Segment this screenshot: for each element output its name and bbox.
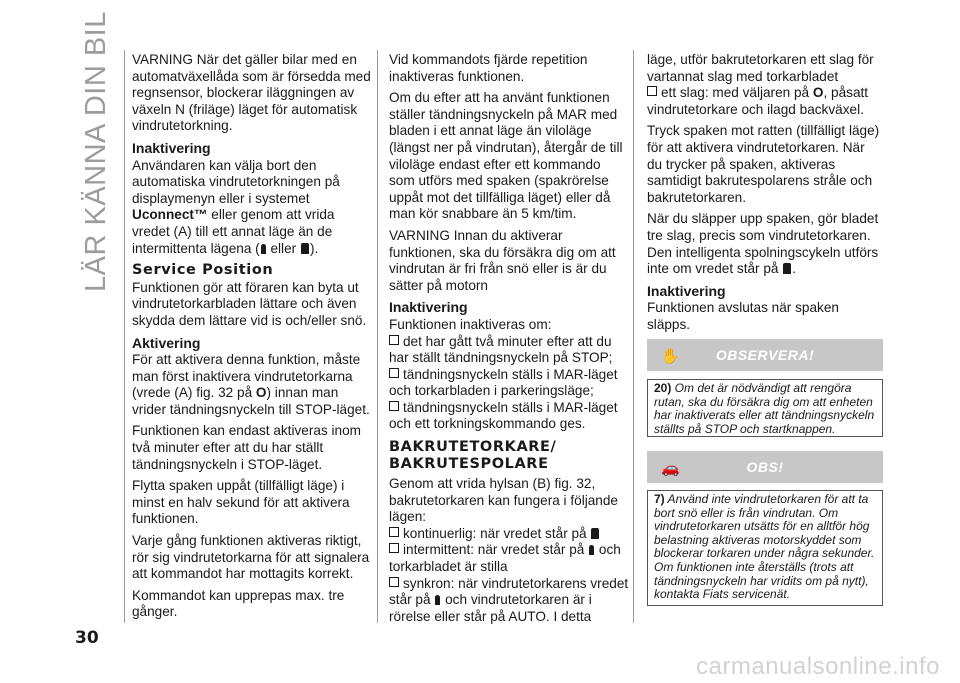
paragraph: Kommandot kan upprepas max. tre gånger. — [132, 587, 345, 620]
bullet-box-icon — [389, 368, 399, 378]
warning-paragraph: VARNING När det gäller bilar med en automatväxellåda som är försedda med regnsensor, blockerar iläggningen av växeln N (friläge) läget för automatisk vindrutetorkning. — [132, 52, 371, 134]
paragraph: Genom att vrida hylsan (B) fig. 32, bakrutetorkaren kan fungera i följande lägen: — [389, 476, 618, 525]
heading-bakrutetorkare: BAKRUTETORKARE/ BAKRUTESPOLARE — [389, 439, 557, 473]
page-number: 30 — [75, 628, 99, 648]
heading-aktivering: Aktivering — [132, 334, 201, 351]
note-number: 20) — [654, 381, 672, 395]
paragraph: Funktionen avslutas när spaken släpps. — [647, 300, 839, 332]
bullet-box-icon — [647, 86, 657, 96]
chapter-title: LÄR KÄNNA DIN BIL — [80, 11, 112, 292]
wiper-symbol-icon — [435, 595, 440, 605]
warning-paragraph: VARNING Innan du aktiverar funktionen, ska du försäkra dig om att vindrutan är fri från snö eller is är du sätter på motorn — [389, 227, 616, 293]
paragraph: läge, utför bakrutetorkaren ett slag för vartannat slag med torkarbladet — [647, 52, 874, 84]
wiper-symbol-icon — [301, 243, 309, 254]
watermark: carmanualsonline.info — [696, 653, 940, 680]
bullet-box-icon — [389, 577, 399, 587]
heading-service-position: Service Position — [132, 262, 274, 279]
paragraph: När du släpper upp spaken, gör bladet tre slag, precis som vindrutetorkaren. Den intelligenta spolningscykeln utförs inte om vredet står på . — [647, 211, 879, 277]
heading-inaktivering: Inaktivering — [132, 139, 211, 156]
wiper-symbol-icon — [591, 528, 599, 539]
column-1 — [132, 52, 372, 626]
list-item: tändningsnyckeln ställs i MAR-läget och ett torkningskommando ges. — [389, 399, 618, 432]
heading-inaktivering: Inaktivering — [389, 299, 468, 316]
chapter-side-tab — [72, 11, 112, 330]
list-item: synkron: när vindrutetorkarens vredet står på och vindrutetorkaren är i rörelse eller står på AUTO. I detta — [389, 575, 629, 624]
list-item: intermittent: när vredet står på och torkarbladet är stilla — [389, 542, 621, 575]
paragraph: Funktionen kan endast aktiveras inom två minuter efter att du har ställt tändningsnyckeln i STOP-läget. — [132, 423, 361, 472]
column-divider-1 — [124, 50, 125, 623]
column-divider-3 — [633, 50, 634, 623]
warning-hand-icon: ✋ — [661, 348, 681, 365]
list-item: det har gått två minuter efter att du har ställt tändningsnyckeln på STOP; — [389, 333, 613, 366]
wiper-symbol-icon — [261, 244, 266, 254]
paragraph: Flytta spaken uppåt (tillfälligt läge) i minst en halv sekund för att aktivera funktionen. — [132, 478, 350, 527]
paragraph: Tryck spaken mot ratten (tillfälligt läge) för att aktivera vindrutetorkaren. När du trycker på spaken, aktiveras samtidigt bakrutespolarens stråle och bakrutetorkaren. — [647, 123, 880, 205]
wiper-off-symbol: O — [255, 385, 267, 401]
paragraph: Varje gång funktionen aktiveras riktigt, rör sig vindrutetorkarna för att signalera att kommandot har mottagits korrekt. — [132, 533, 370, 582]
note-box-observera: 20) Om det är nödvändigt att rengöra rutan, ska du försäkra dig om att enheten har inaktiverats eller att tändningsnyckeln ställts på STOP och startknappen. — [647, 379, 883, 437]
heading-inaktivering: Inaktivering — [647, 282, 726, 299]
aktivering-paragraph: För att aktivera denna funktion, måste man först inaktivera vindrutetorkarna (vrede (A) fig. 32 på O) innan man vrider tändningsnyckeln till STOP-läget. — [132, 352, 370, 417]
uconnect-label: Uconnect™ — [132, 207, 208, 223]
bullet-box-icon — [389, 335, 399, 345]
paragraph: Funktionen inaktiveras om: — [389, 316, 552, 332]
note-title: OBSERVERA! — [715, 347, 815, 363]
list-item: tändningsnyckeln ställs i MAR-läget och torkarbladen i parkeringsläge; — [389, 366, 618, 399]
inaktivering-paragraph: Användaren kan välja bort den automatiska vindrutetorkningen på displaymenyn eller i systemet Uconnect™ eller genom att vrida vredet (A) till ett annat läge än de intermittenta lägena ( eller ). — [132, 157, 340, 256]
list-item: ett slag: med väljaren på O, påsatt vindrutetorkare och ilagd backväxel. — [647, 85, 869, 117]
column-2 — [389, 52, 629, 625]
car-icon: 🚗 — [661, 460, 681, 477]
paragraph: Vid kommandots fjärde repetition inaktiveras funktionen. — [389, 52, 588, 84]
bullet-box-icon — [389, 401, 399, 411]
note-number: 7) — [654, 492, 665, 506]
bullet-box-icon — [389, 543, 399, 553]
list-item: kontinuerlig: när vredet står på — [389, 526, 629, 543]
bullet-box-icon — [389, 527, 399, 537]
note-header-obs — [647, 451, 883, 483]
column-3 — [647, 52, 883, 339]
note-box-obs: 7) Använd inte vindrutetorkaren för att ta bort snö eller is från vindrutan. Om vindrutetorkaren utsätts för en alltför hög belastning aktiveras motorskyddet som blockerar torkaren under några sekunder. Om funktionen inte återställs (trots att tändningsnyckeln har vridits om på nytt), kontakta Fiats servicenät. — [647, 490, 883, 606]
paragraph: Om du efter att ha använt funktionen ställer tändningsnyckeln på MAR med bladen i ett annat läge än viloläge (längst ner på vindrutan), återgår de till viloläge endast efter ett kommando som utförs med spaken (spakrörelse uppåt mot det tillfälliga läget) eller då man kör snabbare än 5 km/tim. — [389, 90, 623, 222]
service-paragraph: Funktionen gör att föraren kan byta ut vindrutetorkarbladen lättare och även skydda dem lättare vid is och/eller snö. — [132, 279, 367, 328]
note-header-observera — [647, 339, 883, 371]
wiper-symbol-icon — [783, 263, 791, 274]
wiper-off-symbol: O — [812, 85, 824, 101]
wiper-symbol-icon — [589, 545, 594, 555]
column-divider-2 — [377, 50, 378, 623]
note-title: OBS! — [746, 459, 784, 475]
